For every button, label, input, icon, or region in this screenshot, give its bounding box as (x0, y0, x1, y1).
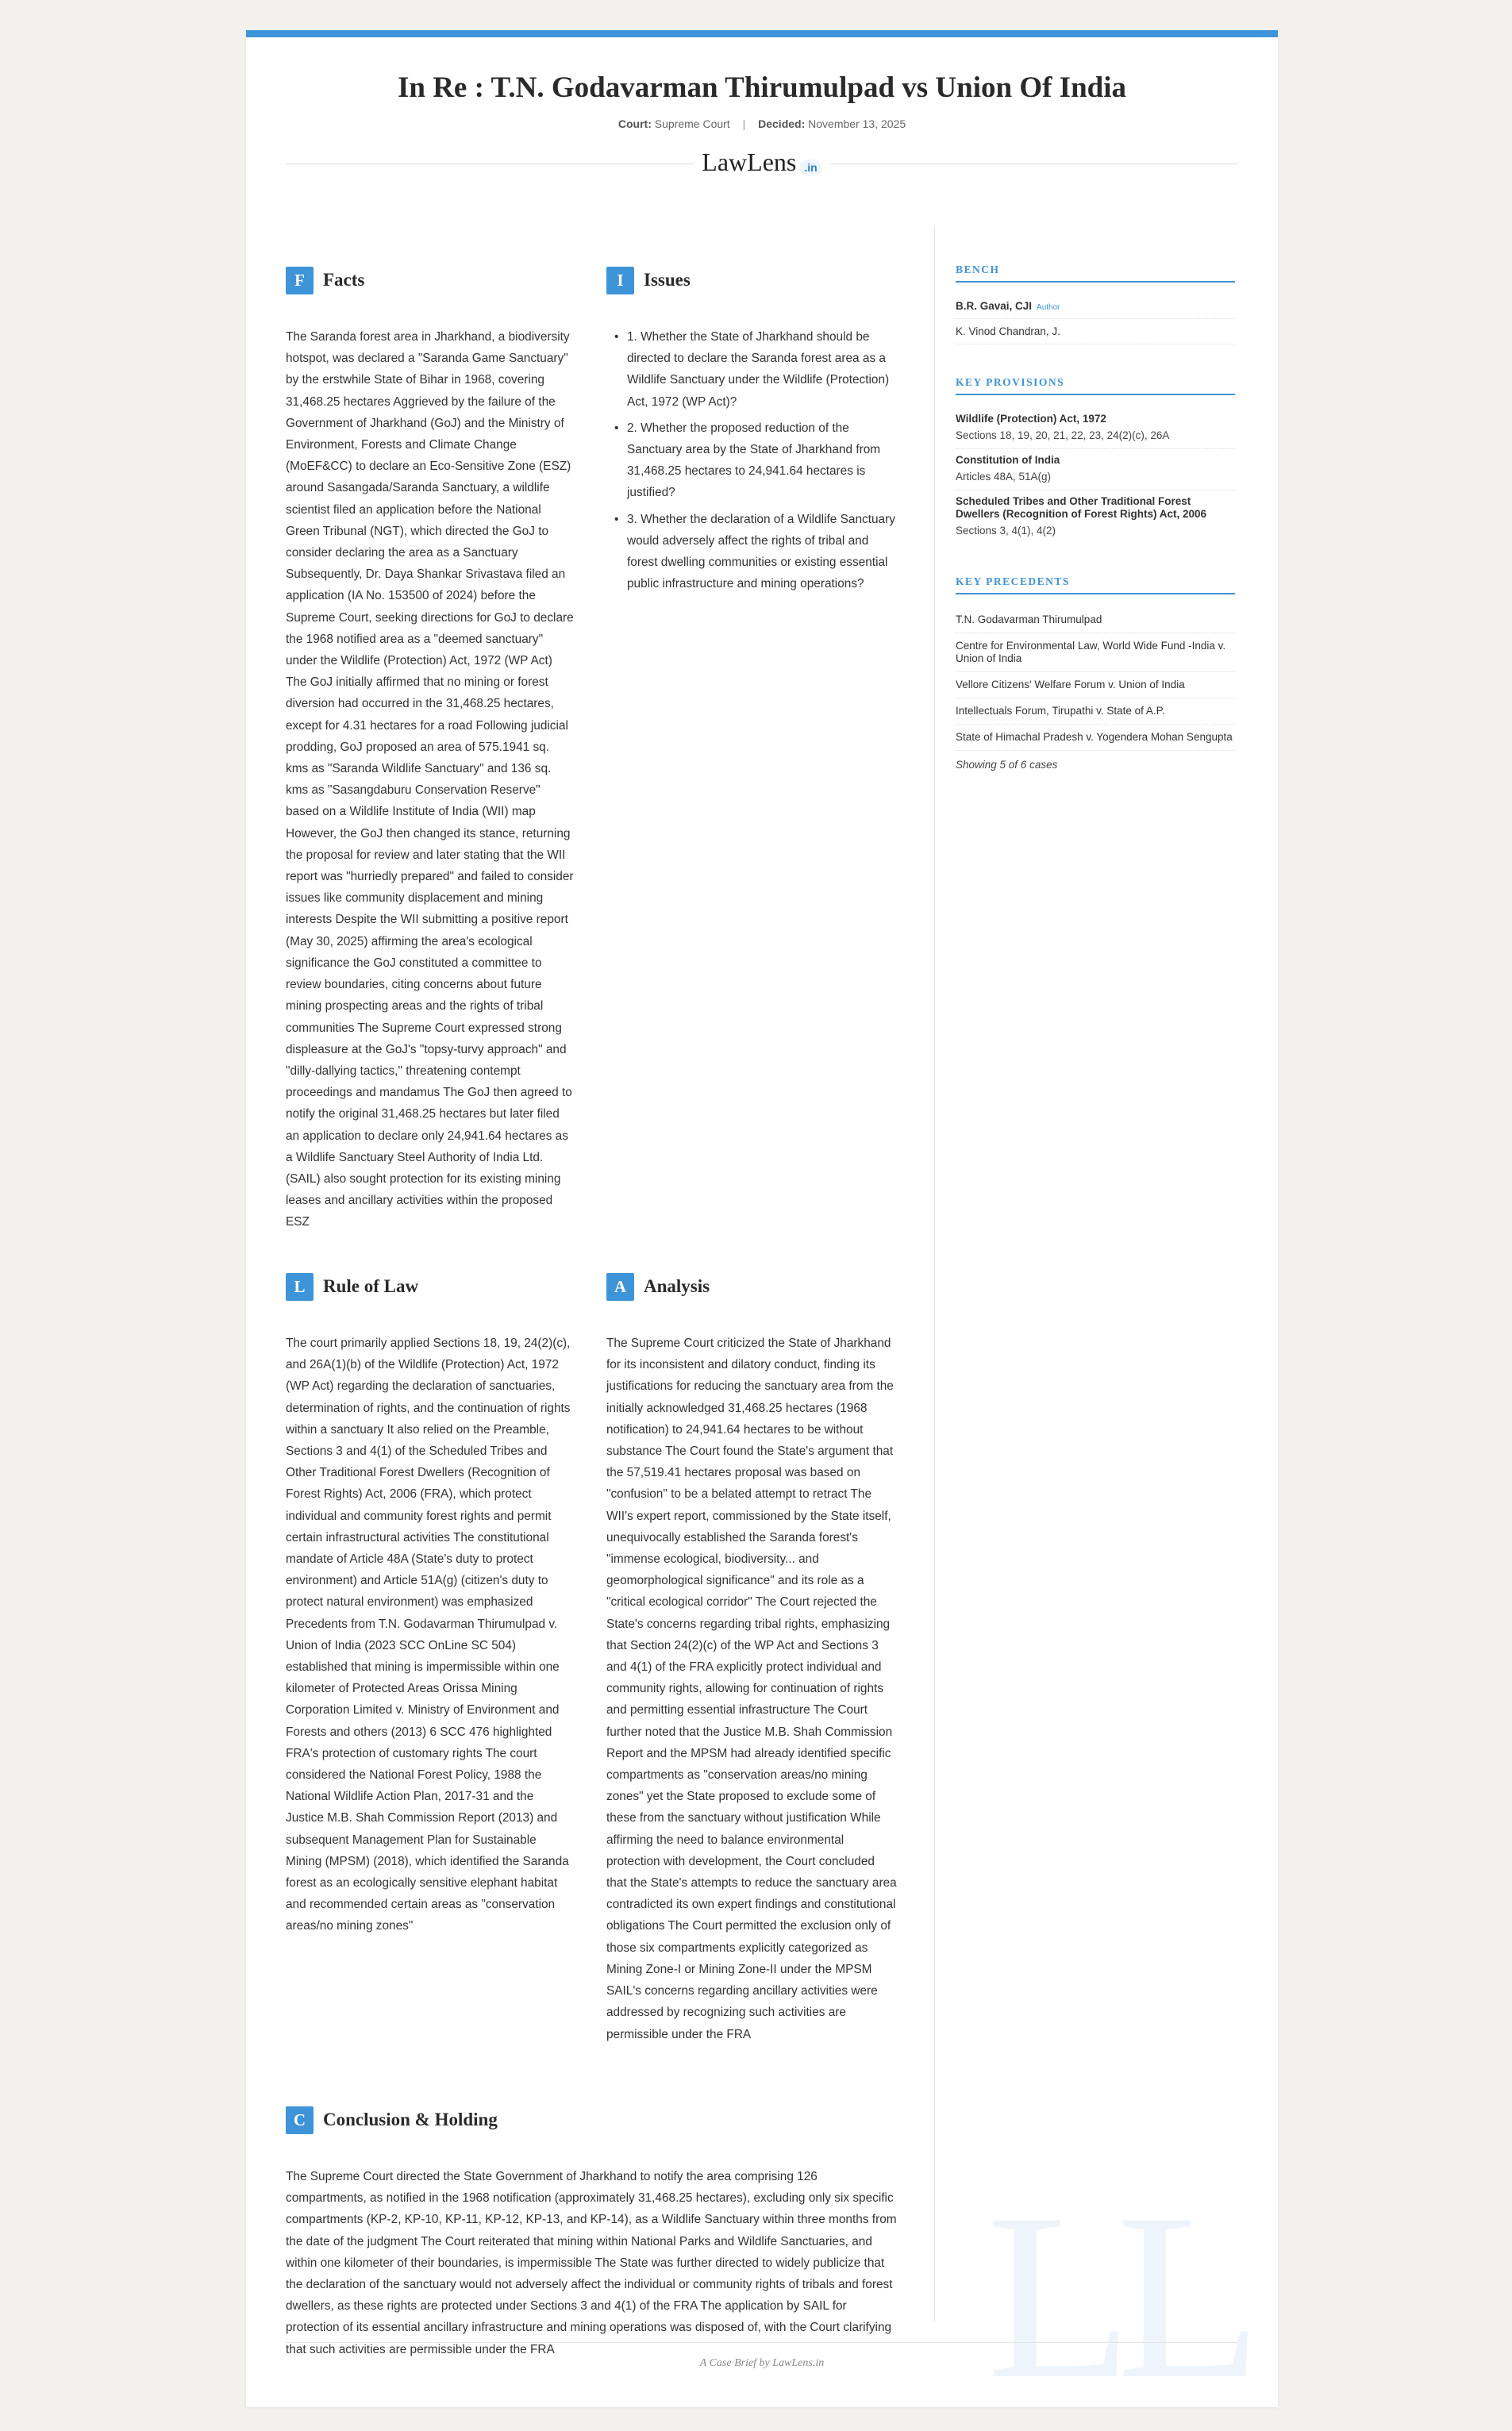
brief-footer: A Case Brief by LawLens.in (286, 2342, 1238, 2370)
issue-item: • 1. Whether the State of Jharkhand should be directed to declare the Saranda forest area as a Wildlife Sanctuary under the Wildlife (Protection) Act, 1972 (WP Act)? (611, 326, 897, 413)
conclusion-badge: C (286, 2106, 314, 2134)
precedents-heading: KEY PRECEDENTS (956, 575, 1235, 594)
bench-heading: BENCH (956, 263, 1235, 283)
issues-section (606, 266, 897, 599)
precedent-item[interactable]: Vellore Citizens' Welfare Forum v. Union of India (956, 672, 1235, 698)
bench-section (956, 263, 1235, 344)
provisions-section (956, 376, 1235, 544)
provision-item (956, 408, 1235, 449)
analysis-title: Analysis (644, 1276, 710, 1296)
facts-heading (286, 266, 574, 294)
provision-act: Scheduled Tribes and Other Traditional Forest Dwellers (Recognition of Forest Rights) Act, 2006 (956, 495, 1207, 520)
conclusion-title: Conclusion & Holding (323, 2110, 498, 2129)
brand-name: LawLens (702, 148, 797, 176)
issues-title: Issues (644, 270, 691, 290)
precedents-count-note: Showing 5 of 6 cases (956, 759, 1058, 771)
court-value: Supreme Court (654, 117, 730, 130)
brand-tld: .in (799, 160, 821, 175)
divider-right (830, 163, 1238, 164)
facts-body: The Saranda forest area in Jharkhand, a biodiversity hotspot, was declared a "Saranda Game Sanctuary" by the erstwhile State of Bihar in 1968, covering 31,468.25 hectares Aggrieved by the failure of the Government of Jharkhand (GoJ) and the Ministry of Environment, Forests and Climate Change (MoEF&CC) to declare an Eco-Sensitive Zone (ESZ) around Sasangada/Saranda Sanctuary, a wildlife scientist filed an application before the National Green Tribunal (NGT), which directed the GoJ to consider declaring the area as a Sanctuary Subsequently, Dr. Daya Shankar Srivastava filed an application (IA No. 153500 of 2024) before the Supreme Court, seeking directions for GoJ to declare the 1968 notified area as a "deemed sanctuary" under the Wildlife (Protection) Act, 1972 (WP Act) The GoJ initially affirmed that no mining or forest diversion had occurred in the 31,468.25 hectares, except for 4.31 hectares for a road Following judicial prodding, GoJ proposed an area of 575.1941 sq. kms as "Saranda Wildlife Sanctuary" and 136 sq. kms as "Sasangdaburu Conservation Reserve" based on a Wildlife Institute of India (WII) map However, the GoJ then changed its stance, returning the proposal for review and later stating that the WII report was "hurriedly prepared" and failed to consider issues like community displacement and mining interests Despite the WII submitting a positive report (May 30, 2025) affirming the area's ecological significance the GoJ constituted a committee to review boundaries, citing concerns about future mining prospecting areas and the rights of tribal communities The Supreme Court expressed strong displeasure at the GoJ's "topsy-turvy approach" and "dilly-dallying tactics," threatening contempt proceedings and mandamus The GoJ then agreed to notify the original 31,468.25 hectares but later filed an application to declare only 24,941.64 hectares as a Wildlife Sanctuary Steel Authority of India Ltd. (SAIL) also sought protection for its existing mining leases and ancillary activities within the proposed ESZ (286, 330, 574, 1229)
conclusion-body: The Supreme Court directed the State Government of Jharkhand to notify the area comprising 126 compartments, as notified in the 1968 notification (approximately 31,468.25 hectares), excluding only six specific compartments (KP-2, KP-10, KP-11, KP-12, KP-13, and KP-14), as a Wildlife Sanctuary within three months from the date of the judgment The Court reiterated that mining within National Parks and Wildlife Sanctuaries, and within one kilometer of their boundaries, is impermissible The State was further directed to widely publicize that the declaration of the sanctuary would not adversely affect the individual or community rights of tribals and forest dwellers, as these rights are protected under Sections 3 and 4(1) of the FRA The application by SAIL for protection of its essential ancillary infrastructure and mining operations was disposed of, with the Court clarifying that such activities are permissible under the FRA (286, 2170, 897, 2356)
meta-separator: | (742, 117, 746, 130)
provision-act: Wildlife (Protection) Act, 1972 (956, 413, 1106, 425)
rule-body: The court primarily applied Sections 18, 19, 24(2)(c), and 26A(1)(b) of the Wildlife (Protection) Act, 1972 (WP Act) regarding the declaration of sanctuaries, determination of rights, and the continuation of rights within a sanctuary It also relied on the Preamble, Sections 3 and 4(1) of the Scheduled Tribes and Other Traditional Forest Dwellers (Recognition of Forest Rights) Act, 2006 (FRA), which protect individual and community forest rights and permit certain infrastructural activities The constitutional mandate of Article 48A (State's duty to protect environment) and Article 51A(g) (citizen's duty to protect natural environment) was emphasized Precedents from T.N. Godavarman Thirumulpad v. Union of India (2023 SCC OnLine SC 504) established that mining is impermissible within one kilometer of Protected Areas Orissa Mining Corporation Limited v. Ministry of Environment and Forests and others (2013) 6 SCC 476 highlighted FRA's protection of customary rights The court considered the National Forest Policy, 1988 the National Wildlife Action Plan, 2017-31 and the Justice M.B. Shah Commission Report (2013) and subsequent Management Plan for Sustainable Mining (MPSM) (2018), which identified the Saranda forest as an ecologically sensitive elephant habitat and recommended certain areas as "conservation areas/no mining zones" (286, 1337, 571, 1933)
brief-sidebar (934, 226, 1233, 2321)
author-tag: Author (1037, 303, 1060, 312)
bench-judge (956, 319, 1235, 344)
precedents-section (956, 575, 1235, 771)
issues-list (606, 326, 897, 594)
judge-name: K. Vinod Chandran, J. (956, 325, 1060, 337)
provision-act: Constitution of India (956, 454, 1060, 466)
bench-judge-author (956, 295, 1235, 319)
provision-item (956, 490, 1235, 544)
analysis-heading (606, 1272, 897, 1301)
issues-heading (606, 266, 897, 294)
case-brief-page (246, 30, 1278, 2407)
court-label: Court: (617, 117, 652, 130)
precedent-item[interactable]: T.N. Godavarman Thirumulpad (956, 607, 1235, 633)
rule-title: Rule of Law (323, 1276, 419, 1296)
case-meta (246, 117, 1278, 130)
analysis-body: The Supreme Court criticized the State of Jharkhand for its inconsistent and dilatory conduct, finding its justifications for reducing the sanctuary area from the initially acknowledged 31,468.25 hectares (1968 notification) to 24,941.64 hectares to be without substance The Court found the State's argument that the 57,519.41 hectares proposal was based on "confusion" to be a belated attempt to retract The WII's expert report, commissioned by the State itself, unequivocally established the Saranda forest's "immense ecological, biodiversity... and geomorphological significance" and its role as a "critical ecological corridor" The Court rejected the State's concerns regarding tribal rights, emphasizing that Section 24(2)(c) of the WP Act and Sections 3 and 4(1) of the FRA explicitly protect individual and community rights, allowing for continuation of rights and permitting essential infrastructure The Court further noted that the Justice M.B. Shah Commission Report and the MPSM had already identified specific compartments as "conservation areas/no mining zones" yet the State proposed to exclude some of these from the sanctuary without justification While affirming the need to balance environmental protection with development, the Court concluded that the State's attempts to reduce the sanctuary area contradicted its own expert findings and constitutional obligations The Court permitted the exclusion only of those six compartments explicitly categorized as Mining Zone-I or Mining Zone-II under the MPSM SAIL's concerns regarding ancillary activities were addressed by recognizing such activities are permissible under the FRA (606, 1337, 897, 2041)
judge-name: B.R. Gavai, CJI (956, 300, 1033, 312)
issue-item: • 3. Whether the declaration of a Wildlife Sanctuary would adversely affect the rights of tribal and forest dwelling communities or existing essential public infrastructure and mining operations? (611, 509, 897, 595)
analysis-badge: A (606, 1273, 634, 1301)
divider-left (286, 163, 694, 164)
facts-title: Facts (323, 270, 365, 290)
rule-badge: L (286, 1273, 314, 1301)
precedent-item[interactable]: Intellectuals Forum, Tirupathi v. State of A.P. (956, 698, 1235, 725)
provision-sections: Sections 18, 19, 20, 21, 22, 23, 24(2)(c), 26A (956, 429, 1170, 441)
provision-sections: Sections 3, 4(1), 4(2) (956, 525, 1056, 537)
brand-logo[interactable] (702, 148, 821, 177)
provision-sections: Articles 48A, 51A(g) (956, 471, 1052, 483)
conclusion-section (286, 2106, 897, 2360)
precedent-item[interactable]: Centre for Environmental Law, World Wide Fund -India v. Union of India (956, 633, 1235, 672)
case-title: In Re : T.N. Godavarman Thirumulpad vs Union Of India (397, 71, 1127, 104)
brief-header (246, 37, 1278, 179)
precedent-item[interactable]: State of Himachal Pradesh v. Yogendera Mohan Sengupta (956, 725, 1235, 751)
decided-value: November 13, 2025 (808, 117, 906, 130)
rule-of-law-section (286, 1272, 574, 1937)
issues-badge: I (606, 267, 634, 294)
rule-heading (286, 1272, 574, 1301)
conclusion-heading (286, 2106, 897, 2134)
issue-item: • 2. Whether the proposed reduction of the Sanctuary area by the State of Jharkhand from 31,468.25 hectares to 24,941.64 hectares is justified? (611, 417, 897, 504)
analysis-section (606, 1272, 897, 2045)
provision-item (956, 449, 1235, 490)
facts-section (286, 266, 574, 1233)
facts-badge: F (286, 267, 314, 294)
watermark-logo: LL (987, 2164, 1246, 2407)
brand-row (286, 148, 1238, 179)
decided-label: Decided: (758, 117, 806, 130)
provisions-heading: KEY PROVISIONS (956, 376, 1235, 395)
